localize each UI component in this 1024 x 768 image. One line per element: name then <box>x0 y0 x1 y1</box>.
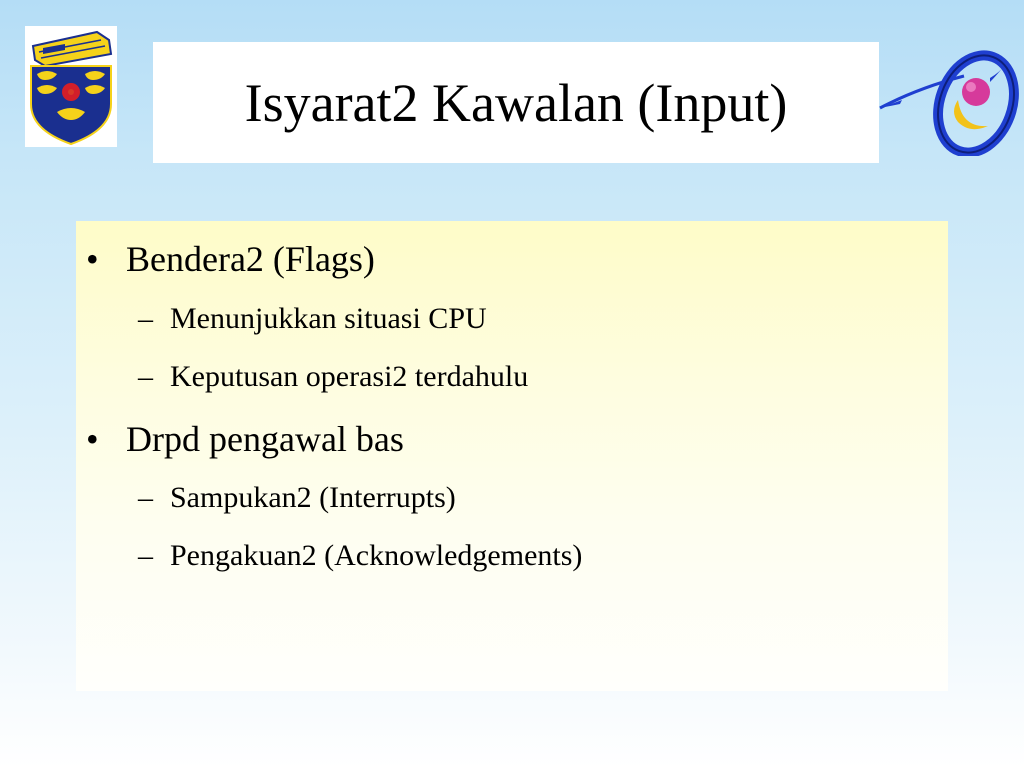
bullet-text: Drpd pengawal bas <box>126 419 404 459</box>
sub-bullet-text: Pengakuan2 (Acknowledgements) <box>170 539 583 572</box>
bullet-marker: • <box>86 239 99 279</box>
sub-bullet-item <box>138 541 582 571</box>
slide-title: Isyarat2 Kawalan (Input) <box>244 72 788 133</box>
sub-bullet-item <box>138 483 456 513</box>
bullet-text: Bendera2 (Flags) <box>126 239 375 279</box>
dash-marker: – <box>138 360 153 393</box>
university-crest-logo <box>25 26 117 147</box>
dash-marker: – <box>138 481 153 514</box>
sub-bullet-item <box>138 304 487 334</box>
orbit-logo-icon <box>878 30 1020 156</box>
bullet-marker: • <box>86 419 99 459</box>
sub-bullet-text: Keputusan operasi2 terdahulu <box>170 360 529 393</box>
sub-bullet-text: Menunjukkan situasi CPU <box>170 302 487 335</box>
bullet-item <box>86 241 375 277</box>
sub-bullet-text: Sampukan2 (Interrupts) <box>170 481 456 514</box>
sub-bullet-item <box>138 362 528 392</box>
content-box <box>76 221 948 691</box>
bullet-item <box>86 421 404 457</box>
title-box <box>153 42 879 163</box>
dash-marker: – <box>138 302 153 335</box>
dash-marker: – <box>138 539 153 572</box>
faculty-logo <box>878 30 1020 156</box>
crest-icon <box>25 26 117 147</box>
